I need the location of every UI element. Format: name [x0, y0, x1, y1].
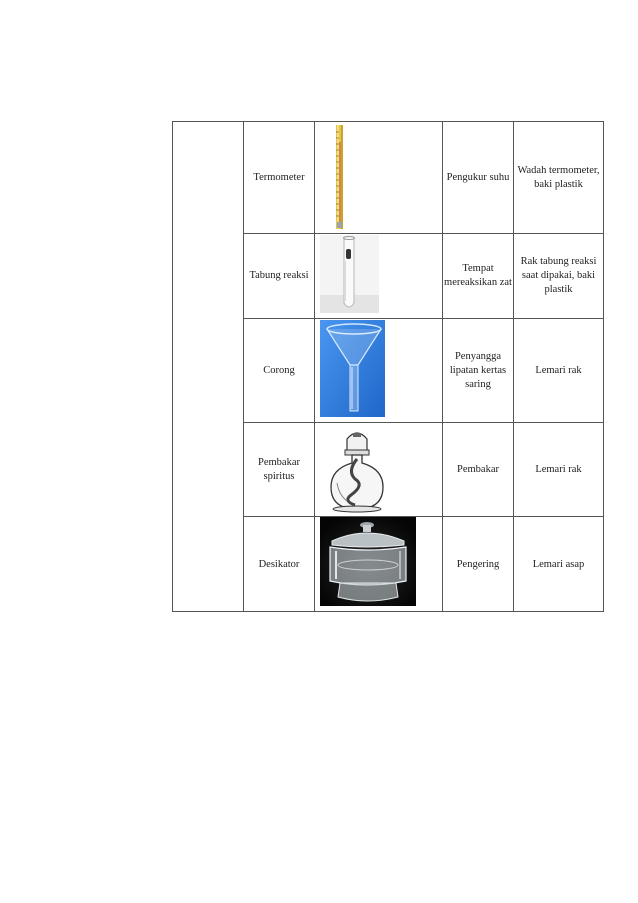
thermometer-image: [315, 122, 442, 233]
equipment-function: Penyangga lipatan kertas saring: [449, 350, 507, 390]
equipment-name: Desikator: [258, 558, 300, 570]
equipment-name: Tabung reaksi: [249, 270, 309, 281]
equipment-storage: Lemari rak: [535, 463, 582, 475]
equipment-storage: Rak tabung reaksi saat dipakai, baki plastik: [520, 256, 597, 295]
desiccator-image: [320, 517, 416, 606]
equipment-storage: Lemari rak: [535, 364, 582, 376]
equipment-function: Pembakar: [457, 463, 499, 475]
spirit-burner-image: [325, 425, 390, 514]
test-tube-image: [320, 235, 379, 313]
funnel-image: [320, 320, 385, 417]
equipment-function: Tempat mereaksikan zat: [444, 263, 512, 288]
equipment-name: Corong: [263, 364, 295, 376]
equipment-name: Termometer: [253, 171, 305, 183]
equipment-storage: Wadah termometer, baki plastik: [517, 164, 600, 190]
equipment-storage: Lemari asap: [532, 558, 585, 570]
equipment-name: Pembakar spiritus: [258, 456, 300, 482]
equipment-function: Pengukur suhu: [446, 171, 510, 183]
column-divider: [243, 121, 244, 612]
equipment-function: Pengering: [456, 558, 500, 570]
